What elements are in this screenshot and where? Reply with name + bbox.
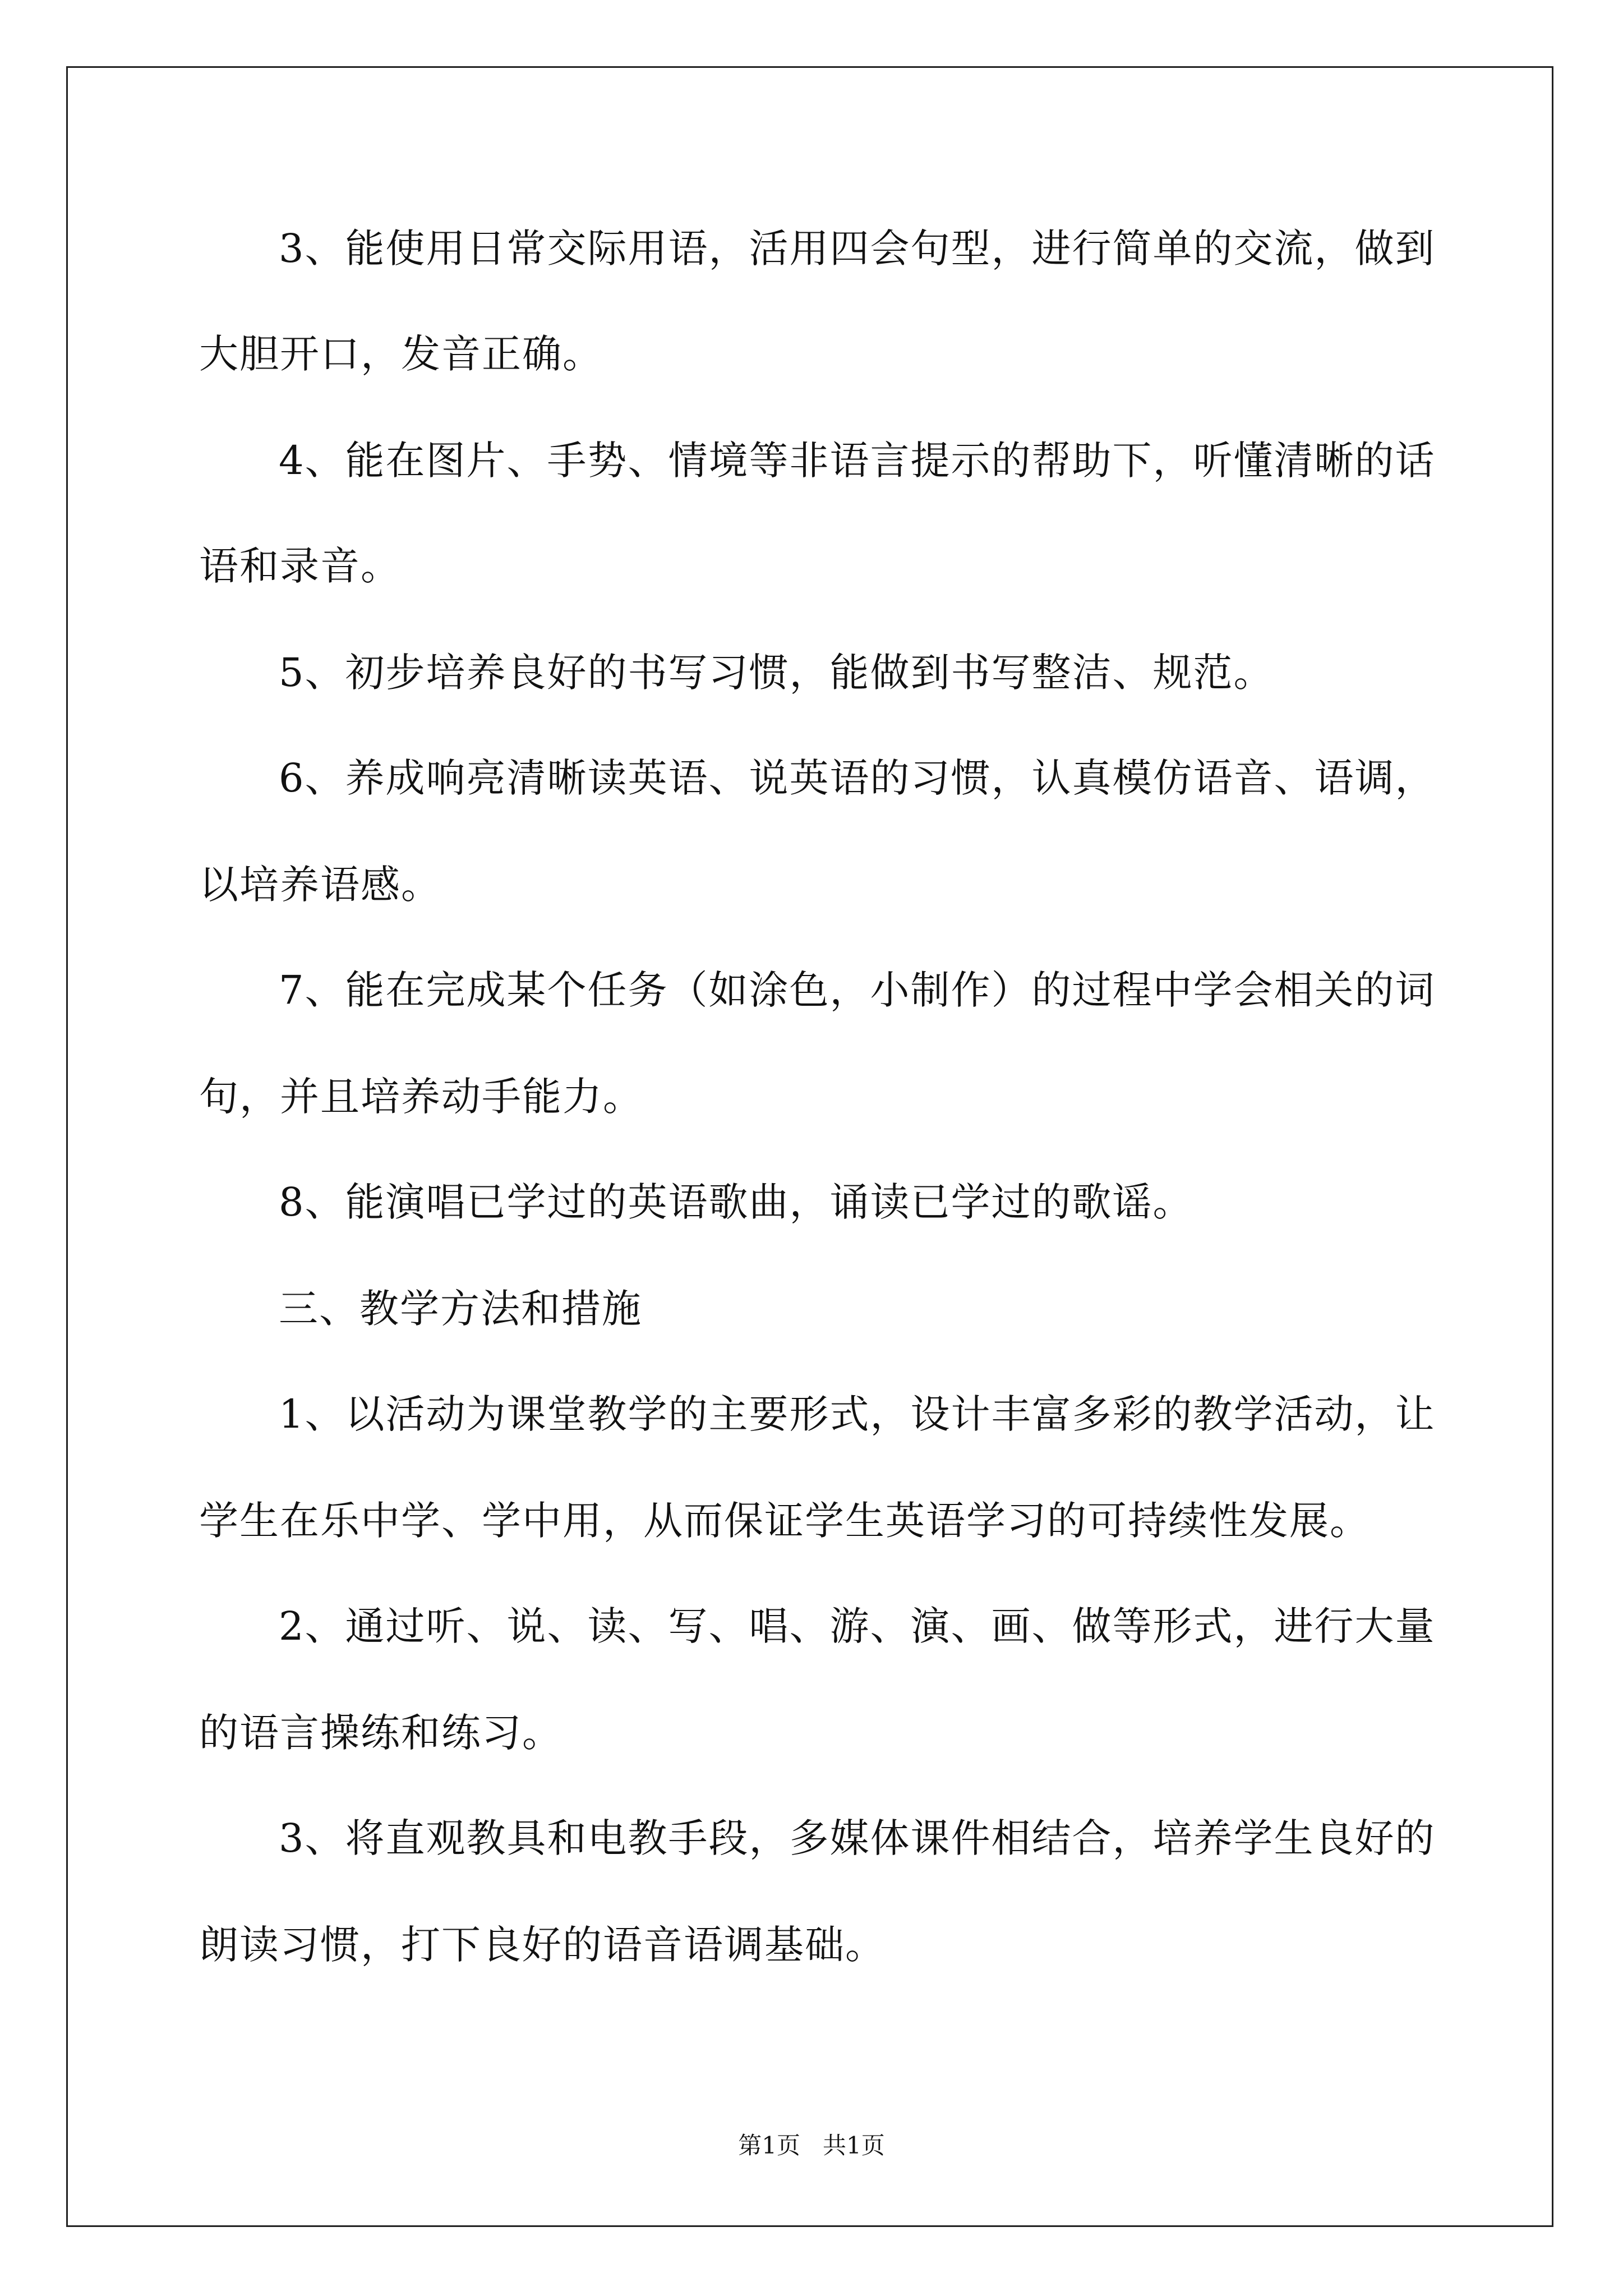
- paragraph-line: 5、初步培养良好的书写习惯，能做到书写整洁、规范。: [279, 650, 1274, 696]
- page-footer: 第1页 共1页: [738, 2132, 885, 2159]
- paragraph-line: 3、能使用日常交际用语，活用四会句型，进行简单的交流，做到: [279, 226, 1436, 272]
- paragraph-line: 句，并且培养动手能力。: [199, 1074, 643, 1120]
- paragraph-line: 8、能演唱已学过的英语歌曲，诵读已学过的歌谣。: [279, 1179, 1193, 1225]
- paragraph-line: 语和录音。: [199, 543, 401, 589]
- paragraph-line: 4、能在图片、手势、情境等非语言提示的帮助下，听懂清晰的话: [279, 438, 1436, 484]
- paragraph-line: 的语言操练和练习。: [199, 1710, 562, 1756]
- paragraph-line: 2、通过听、说、读、写、唱、游、演、画、做等形式，进行大量: [279, 1603, 1436, 1649]
- section-heading: 三、教学方法和措施: [279, 1286, 642, 1332]
- paragraph-line: 大胆开口，发音正确。: [199, 331, 603, 377]
- paragraph-line: 6、养成响亮清晰读英语、说英语的习惯，认真模仿语音、语调，: [279, 755, 1436, 801]
- paragraph-line: 以培养语感。: [199, 862, 441, 908]
- paragraph-line: 7、能在完成某个任务（如涂色，小制作）的过程中学会相关的词: [279, 967, 1436, 1013]
- paragraph-line: 学生在乐中学、学中用，从而保证学生英语学习的可持续性发展。: [199, 1498, 1370, 1544]
- paragraph-line: 1、以活动为课堂教学的主要形式，设计丰富多彩的教学活动，让: [279, 1391, 1436, 1437]
- paragraph-line: 3、将直观教具和电教手段，多媒体课件相结合，培养学生良好的: [279, 1815, 1436, 1861]
- paragraph-line: 朗读习惯，打下良好的语音语调基础。: [199, 1922, 886, 1968]
- page-border: [66, 66, 1553, 2227]
